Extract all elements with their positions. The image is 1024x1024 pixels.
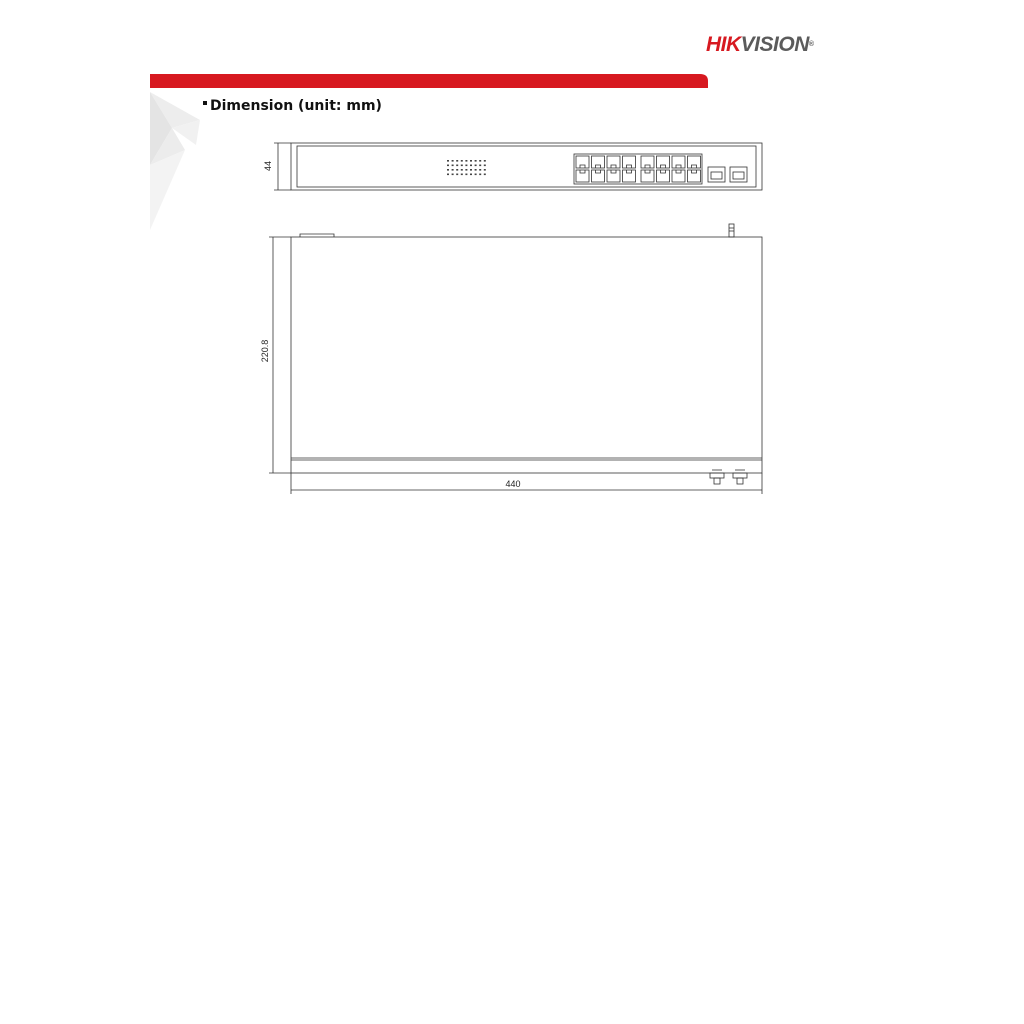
led-indicator bbox=[470, 165, 472, 167]
registered-mark: ® bbox=[808, 41, 814, 48]
led-indicator bbox=[484, 169, 486, 171]
led-indicator bbox=[479, 165, 481, 167]
led-indicator bbox=[447, 165, 449, 167]
led-indicator bbox=[461, 165, 463, 167]
led-indicator bbox=[447, 174, 449, 176]
led-indicator bbox=[484, 160, 486, 162]
logo-text-red: HIK bbox=[706, 33, 741, 56]
led-indicator bbox=[452, 165, 454, 167]
height-dimension-label: 44 bbox=[263, 160, 273, 172]
width-dimension-label: 440 bbox=[505, 479, 521, 489]
led-indicator bbox=[465, 165, 467, 167]
led-indicator bbox=[484, 165, 486, 167]
led-indicator bbox=[470, 169, 472, 171]
top-view-outline bbox=[291, 237, 762, 473]
led-indicator bbox=[461, 160, 463, 162]
led-indicator bbox=[475, 169, 477, 171]
front-view bbox=[274, 143, 762, 190]
led-indicator bbox=[470, 160, 472, 162]
led-indicator bbox=[456, 169, 458, 171]
led-indicator bbox=[452, 169, 454, 171]
depth-dimension-label: 220.8 bbox=[260, 339, 270, 363]
led-indicator bbox=[456, 174, 458, 176]
led-indicator bbox=[452, 174, 454, 176]
led-indicator bbox=[456, 165, 458, 167]
led-indicator bbox=[461, 169, 463, 171]
led-indicator bbox=[465, 169, 467, 171]
led-indicator bbox=[465, 174, 467, 176]
led-indicator bbox=[452, 160, 454, 162]
led-indicator bbox=[465, 160, 467, 162]
led-indicator bbox=[479, 160, 481, 162]
led-indicator bbox=[484, 174, 486, 176]
led-indicator bbox=[447, 160, 449, 162]
rj45-port-block bbox=[574, 154, 702, 184]
led-indicator bbox=[479, 169, 481, 171]
led-indicator bbox=[475, 160, 477, 162]
antenna-stub bbox=[729, 224, 734, 237]
logo-text-gray: VISION bbox=[740, 33, 809, 56]
led-indicator bbox=[461, 174, 463, 176]
section-title: Dimension (unit: mm) bbox=[210, 98, 382, 114]
top-rear-tab bbox=[300, 234, 334, 237]
port-frame bbox=[574, 154, 702, 184]
led-indicator bbox=[470, 174, 472, 176]
led-indicator bbox=[479, 174, 481, 176]
led-indicator bbox=[475, 174, 477, 176]
top-view bbox=[269, 224, 762, 494]
led-indicator bbox=[456, 160, 458, 162]
bottom-connectors bbox=[710, 470, 747, 484]
led-indicator bbox=[475, 165, 477, 167]
led-indicator bbox=[447, 169, 449, 171]
